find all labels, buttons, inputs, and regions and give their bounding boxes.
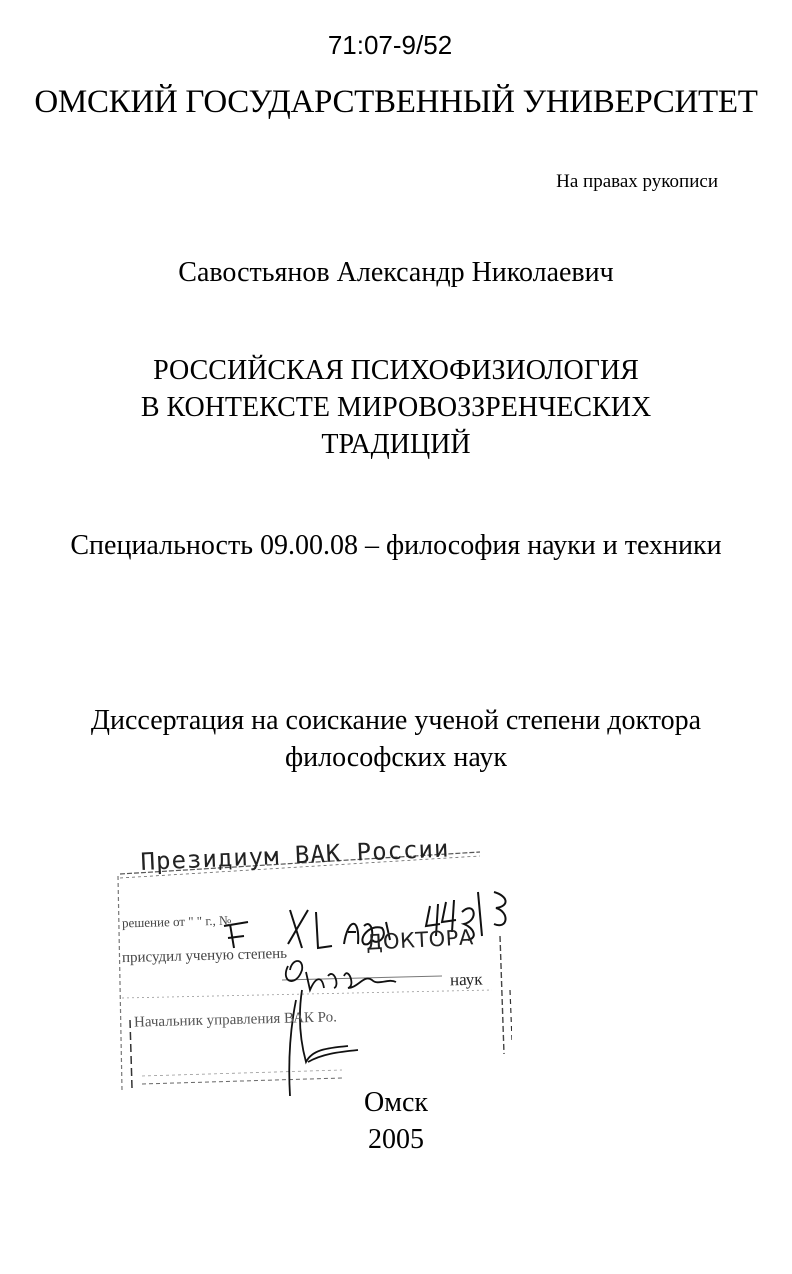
title-line-3: ТРАДИЦИЙ [321, 429, 471, 460]
university-name: ОМСКИЙ ГОСУДАРСТВЕННЫЙ УНИВЕРСИТЕТ [34, 84, 758, 120]
dissertation-line-2: философских наук [285, 742, 507, 773]
year: 2005 [368, 1124, 424, 1155]
stamp-science-suffix: наук [449, 969, 483, 990]
stamp-decision-line: решение от " " г., № [121, 912, 232, 931]
dissertation-title [0, 352, 792, 463]
rights-note: На правах рукописи [556, 171, 718, 192]
dissertation-note [0, 702, 792, 776]
title-line-1: РОССИЙСКАЯ ПСИХОФИЗИОЛОГИЯ [153, 355, 639, 386]
vak-stamp [112, 834, 512, 1100]
handwritten-month [288, 910, 332, 948]
signature [289, 990, 358, 1096]
registry-code: 71:07-9/52 [327, 30, 453, 60]
stamp-degree: ДОКТОРА [365, 925, 475, 955]
stamp-title: Президиум ВАК России [140, 834, 450, 876]
dissertation-line-1: Диссертация на соискание ученой степени доктора [90, 705, 702, 736]
stamp-award-line: присудил ученую степень [121, 945, 288, 967]
title-line-2: В КОНТЕКСТЕ МИРОВОЗЗРЕНЧЕСКИХ [140, 392, 652, 423]
handwritten-science-field [286, 961, 396, 990]
city: Омск [364, 1087, 428, 1118]
specialty: Специальность 09.00.08 – философия науки и техники [70, 530, 722, 561]
stamp-head-line: Начальник управления ВАК Ро. [133, 1009, 338, 1031]
author-name: Савостьянов Александр Николаевич [178, 257, 614, 288]
